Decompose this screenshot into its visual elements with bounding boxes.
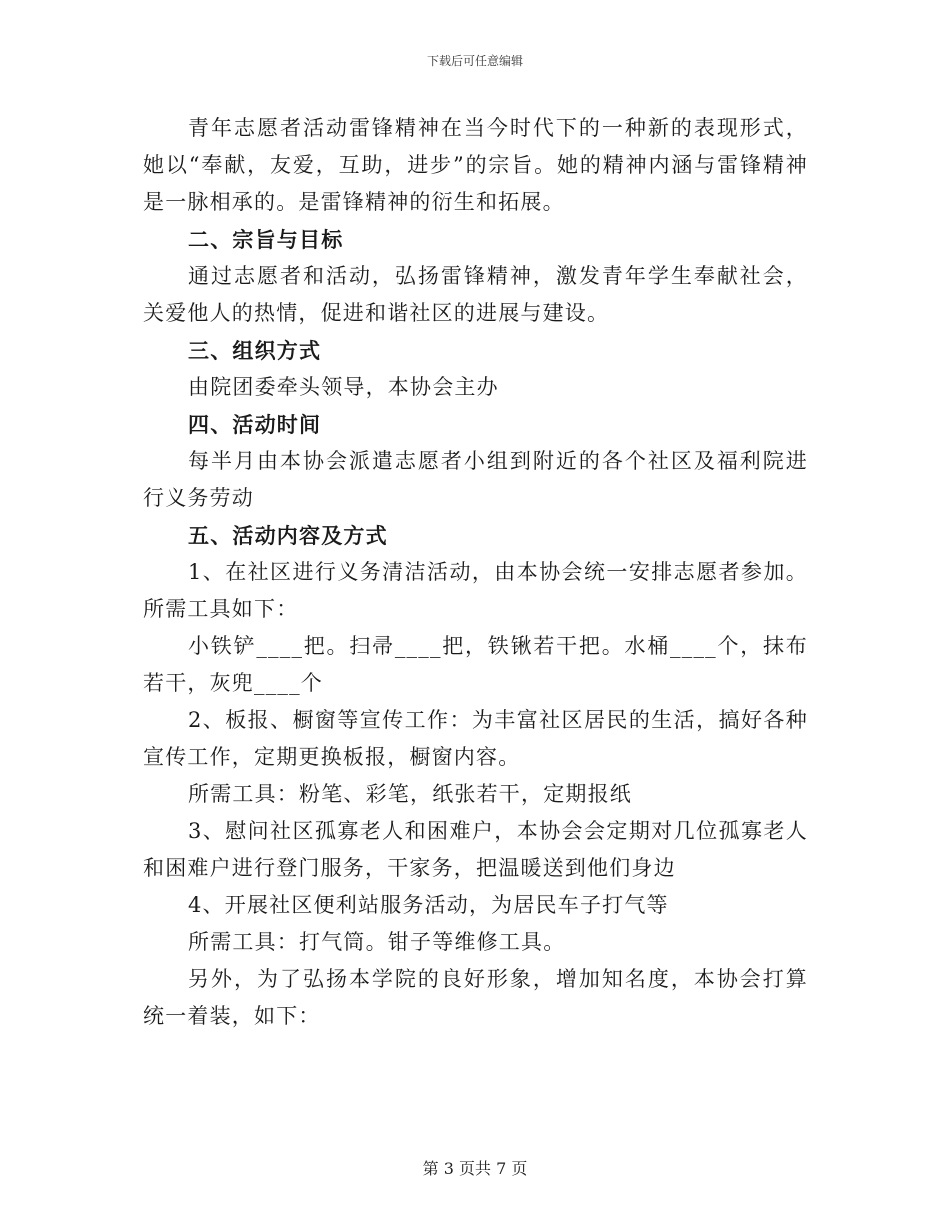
heading-purpose-goals: 二、宗旨与目标 <box>188 227 344 252</box>
page-number: 第 3 页共 7 页 <box>422 1159 528 1178</box>
paragraph-item-2: 2、板报、橱窗等宣传工作：为丰富社区居民的生活，搞好各种宣传工作，定期更换板报，橱窗内容。 <box>143 708 808 769</box>
paragraph-item-4: 4、开展社区便利站服务活动，为居民车子打气等 <box>188 893 669 917</box>
paragraph-purpose: 通过志愿者和活动，弘扬雷锋精神，激发青年学生奉献社会，关爱他人的热情，促进和谐社区的进展与建设。 <box>143 264 808 325</box>
paragraph-item-1: 1、在社区进行义务清洁活动，由本协会统一安排志愿者参加。所需工具如下： <box>143 560 808 621</box>
paragraph-tools-list-2: 所需工具：粉笔、彩笔，纸张若干，定期报纸 <box>188 782 632 806</box>
document-body <box>143 110 808 1035</box>
paragraph-activity-time: 每半月由本协会派遣志愿者小组到附近的各个社区及福利院进行义务劳动 <box>143 449 808 510</box>
paragraph-tools-list-4: 所需工具：打气筒。钳子等维修工具。 <box>188 930 566 954</box>
heading-activity-content: 五、活动内容及方式 <box>188 523 388 548</box>
paragraph-uniform: 另外，为了弘扬本学院的良好形象，增加知名度，本协会打算统一着装，如下： <box>143 967 808 1028</box>
page-header-note: 下载后可任意编辑 <box>426 54 523 68</box>
heading-activity-time: 四、活动时间 <box>188 412 322 437</box>
paragraph-organization: 由院团委牵头领导，本协会主办 <box>188 375 499 399</box>
heading-organization: 三、组织方式 <box>188 338 322 363</box>
paragraph-intro: 青年志愿者活动雷锋精神在当今时代下的一种新的表现形式，她以“奉献，友爱，互助，进步”的宗旨。她的精神内涵与雷锋精神是一脉相承的。是雷锋精神的衍生和拓展。 <box>143 116 808 214</box>
paragraph-tools-list-1: 小铁铲____把。扫帚____把，铁锹若干把。水桶____个，抹布若干，灰兜____个 <box>143 634 808 695</box>
paragraph-item-3: 3、慰问社区孤寡老人和困难户，本协会会定期对几位孤寡老人和困难户进行登门服务，干家务，把温暖送到他们身边 <box>143 819 808 880</box>
